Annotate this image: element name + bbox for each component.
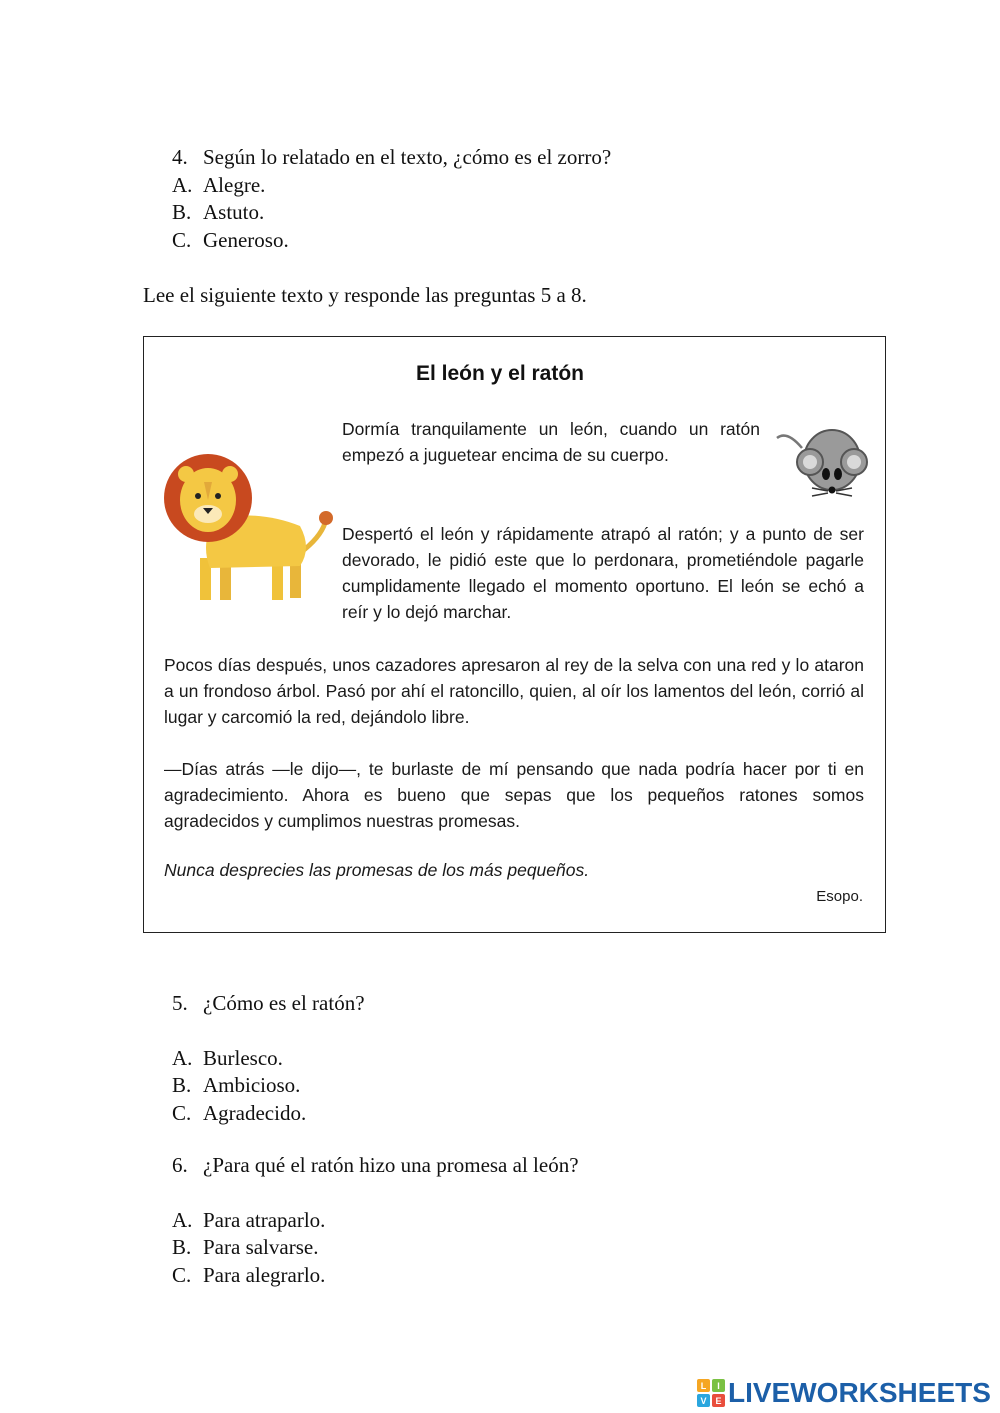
instruction-text: Lee el siguiente texto y responde las preguntas 5 a 8.: [143, 283, 587, 307]
story-paragraph-4: —Días atrás —le dijo—, te burlaste de mí pensando que nada podría hacer por ti en agradecimiento. Ahora es bueno que sepas que los pequeños ratones somos agradecidos y cumplimos nuestras promesas.: [164, 759, 864, 831]
option-c[interactable]: [172, 1100, 365, 1128]
option-letter: B.: [172, 200, 192, 224]
option-text: Para salvarse.: [203, 1235, 319, 1259]
question-5: [172, 990, 365, 1127]
story-moral: Nunca desprecies las promesas de los más pequeños.: [164, 860, 590, 880]
question-5-prompt: [172, 990, 365, 1018]
option-letter: A.: [172, 1045, 193, 1070]
mouse-icon: [772, 410, 872, 510]
question-6-prompt: [172, 1152, 579, 1180]
question-4: [172, 144, 611, 254]
option-text: Generoso.: [203, 227, 289, 252]
story-paragraph-1: Dormía tranquilamente un león, cuando un ratón empezó a juguetear encima de su cuerpo.: [342, 419, 760, 465]
option-letter: A.: [172, 172, 193, 197]
option-text: Ambicioso.: [203, 1073, 301, 1097]
option-a[interactable]: [172, 172, 611, 200]
option-c[interactable]: [172, 227, 611, 255]
liveworksheets-wordmark: LIVEWORKSHEETS: [728, 1377, 991, 1408]
option-letter: C.: [172, 1100, 192, 1125]
question-text: Según lo relatado en el texto, ¿cómo es el zorro?: [203, 145, 612, 169]
option-letter: B.: [172, 1235, 192, 1259]
option-b[interactable]: [172, 1234, 579, 1262]
option-text: Alegre.: [203, 172, 266, 197]
spacer: [172, 1180, 579, 1207]
option-text: Astuto.: [203, 200, 265, 224]
question-text: ¿Para qué el ratón hizo una promesa al león?: [203, 1153, 579, 1177]
story-paragraph-2: Despertó el león y rápidamente atrapó al ratón; y a punto de ser devorado, le pidió este que lo perdonara, prometiéndole pagarle cumplidamente llegado el momento oportuno. El león se echó a reír y lo dejó marchar.: [342, 524, 864, 622]
question-text: ¿Cómo es el ratón?: [203, 991, 365, 1015]
option-c[interactable]: [172, 1262, 579, 1290]
mouse-tail: [777, 436, 802, 448]
question-4-prompt: [172, 144, 611, 172]
logo-letter: V: [700, 1396, 707, 1406]
option-b[interactable]: [172, 199, 611, 227]
lion-ear: [178, 466, 194, 482]
story-title: El león y el ratón: [415, 362, 585, 385]
option-a[interactable]: [172, 1045, 365, 1073]
mouse-eye: [834, 468, 842, 480]
lion-tail-tuft: [319, 511, 333, 525]
lion-eye: [215, 493, 221, 499]
option-letter: A.: [172, 1207, 193, 1232]
option-letter: C.: [172, 1262, 192, 1287]
question-6: [172, 1152, 579, 1289]
spacer: [172, 1018, 365, 1045]
liveworksheets-logo-icon: [697, 1379, 725, 1407]
mouse-eye: [822, 468, 830, 480]
question-number: 4.: [172, 145, 188, 169]
option-text: Burlesco.: [203, 1045, 283, 1070]
option-text: Para alegrarlo.: [203, 1262, 326, 1287]
lion-eye: [195, 493, 201, 499]
question-number: 5.: [172, 991, 188, 1015]
story-paragraph-3: Pocos días después, unos cazadores apresaron al rey de la selva con una red y lo ataron a un frondoso árbol. Pasó por ahí el ratoncillo, quien, al oír los lamentos del león, corrió al lugar y carcomió la red, dejándolo libre.: [164, 655, 864, 727]
mouse-ear-inner: [847, 455, 861, 469]
option-letter: B.: [172, 1073, 192, 1097]
logo-letter: L: [700, 1381, 707, 1391]
lion-icon: [160, 448, 340, 608]
mouse-nose: [829, 487, 836, 494]
lion-ear: [222, 466, 238, 482]
option-letter: C.: [172, 227, 192, 252]
story-author: Esopo.: [816, 888, 863, 905]
option-text: Agradecido.: [203, 1100, 307, 1125]
mouse-ear-inner: [803, 455, 817, 469]
logo-letter: E: [715, 1396, 722, 1406]
question-number: 6.: [172, 1153, 188, 1177]
option-b[interactable]: [172, 1072, 365, 1100]
logo-letter: I: [717, 1381, 720, 1391]
option-text: Para atraparlo.: [203, 1207, 326, 1232]
liveworksheets-brand[interactable]: [697, 1374, 991, 1412]
option-a[interactable]: [172, 1207, 579, 1235]
